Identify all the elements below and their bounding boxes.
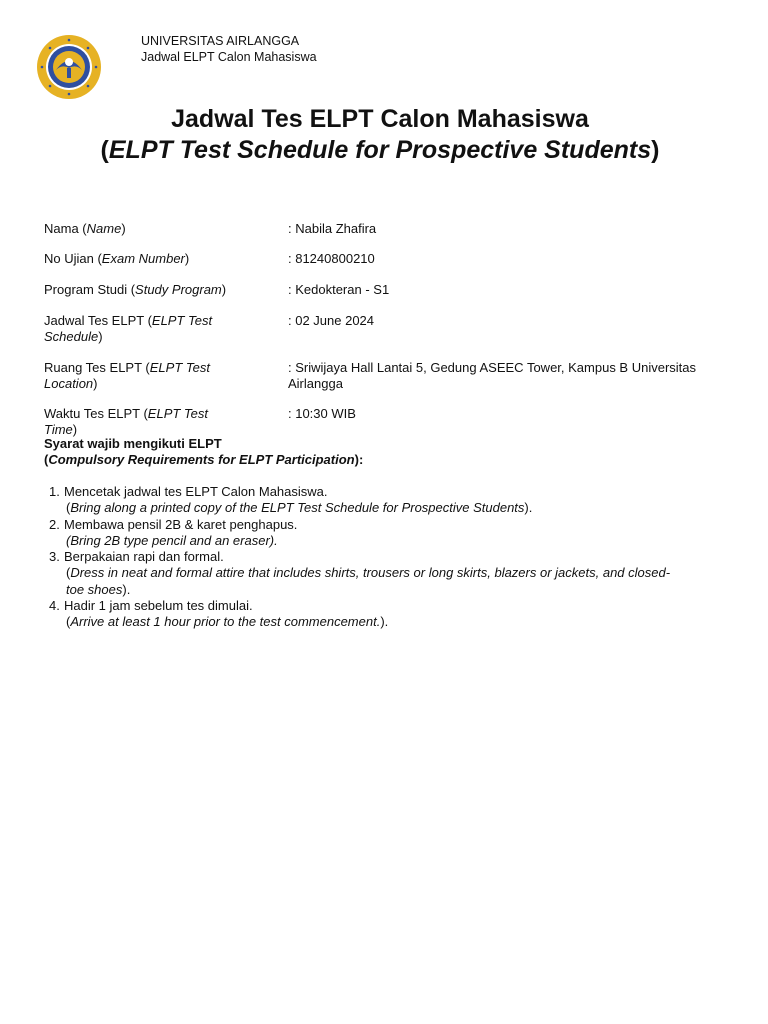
heading-paren-open: ( [44, 452, 49, 467]
university-name: UNIVERSITAS AIRLANGGA [141, 34, 300, 48]
document-subtitle: Jadwal ELPT Calon Mahasiswa [141, 50, 317, 64]
requirements-heading-id: Syarat wajib mengikuti ELPT [44, 436, 222, 451]
english-text: (Bring 2B type pencil and an eraser). [66, 532, 278, 548]
english-text: Bring along a printed copy of the ELPT Test Schedule for Prospective Students [70, 500, 525, 516]
requirements-list [44, 484, 684, 631]
list-item [44, 517, 684, 550]
label-close: ) [98, 329, 103, 344]
field-exam-label [44, 251, 244, 267]
english-text: Arrive at least 1 hour prior to the test commencement. [70, 614, 381, 630]
label-english: Study Program [135, 282, 222, 297]
list-item-text: Berpakaian rapi dan formal. [64, 549, 224, 565]
label-english: Name [86, 221, 122, 236]
label-english: ELPT Test Schedule [44, 313, 213, 344]
field-exam-value: : 81240800210 [288, 251, 375, 266]
paren-close: ). [524, 500, 533, 516]
field-program-label [44, 282, 244, 298]
list-item [44, 484, 684, 517]
label-close: ) [184, 251, 190, 266]
field-program-value: : Kedokteran - S1 [288, 282, 390, 297]
heading-english: Compulsory Requirements for ELPT Participation [48, 452, 355, 467]
title-paren-close: ) [651, 136, 660, 164]
paren-open: ( [66, 500, 71, 516]
list-item-text: Hadir 1 jam sebelum tes dimulai. [64, 598, 253, 614]
paren-open: ( [66, 565, 71, 581]
field-name-label [44, 221, 244, 237]
university-seal-icon [36, 34, 102, 100]
list-item-number: 4. [49, 598, 60, 614]
english-text: Dress in neat and formal attire that includes shirts, trousers or long skirts, blazers or jackets, and closed-toe shoes [66, 565, 671, 597]
label-close: ) [93, 376, 98, 391]
label-english: ELPT Test Location [44, 360, 210, 391]
paren-close: ). [122, 581, 131, 597]
list-item-number: 2. [49, 516, 60, 532]
label-text: Waktu Tes ELPT ( [44, 406, 148, 421]
label-text: Program Studi ( [44, 282, 136, 297]
list-item-english [64, 533, 684, 549]
field-time-label [44, 406, 244, 438]
title-line-en [0, 135, 760, 166]
label-close: ) [121, 221, 126, 236]
title-english: ELPT Test Schedule for Prospective Students [108, 136, 652, 164]
list-item-text: Mencetak jadwal tes ELPT Calon Mahasiswa. [64, 484, 328, 499]
field-time-value: : 10:30 WIB [288, 406, 356, 421]
label-close: ) [72, 422, 78, 437]
list-item-english [64, 614, 684, 630]
list-item-english [64, 565, 684, 598]
label-text: Jadwal Tes ELPT ( [44, 313, 152, 328]
list-item-english [64, 500, 684, 516]
field-name-value: : Nabila Zhafira [288, 221, 377, 236]
list-item-text: Membawa pensil 2B & karet penghapus. [64, 516, 298, 532]
requirements-heading-en [44, 452, 363, 468]
field-location-value: : Sriwijaya Hall Lantai 5, Gedung ASEEC Tower, Kampus B Universitas Airlangga [288, 360, 697, 391]
label-text: Ruang Tes ELPT ( [44, 360, 150, 375]
label-english: ELPT Test Time [44, 406, 209, 437]
label-close: ) [221, 282, 227, 297]
label-text: Nama ( [44, 221, 87, 236]
field-schedule-label [44, 313, 244, 345]
paren-close: ). [380, 614, 389, 630]
field-location-label [44, 360, 244, 392]
field-schedule-value: : 02 June 2024 [288, 313, 375, 328]
label-english: Exam Number [101, 251, 185, 266]
page-title [0, 104, 760, 166]
list-item [44, 549, 684, 598]
university-logo [36, 34, 102, 100]
title-paren-open: ( [100, 136, 109, 164]
list-item-number: 1. [49, 484, 60, 499]
requirements-heading [44, 436, 363, 468]
paren-open: ( [66, 614, 71, 630]
document-header [141, 33, 317, 65]
label-text: No Ujian ( [44, 251, 102, 266]
title-line-id: Jadwal Tes ELPT Calon Mahasiswa [171, 105, 589, 133]
heading-paren-close: ): [354, 452, 364, 467]
list-item [44, 598, 684, 631]
list-item-number: 3. [49, 549, 60, 565]
